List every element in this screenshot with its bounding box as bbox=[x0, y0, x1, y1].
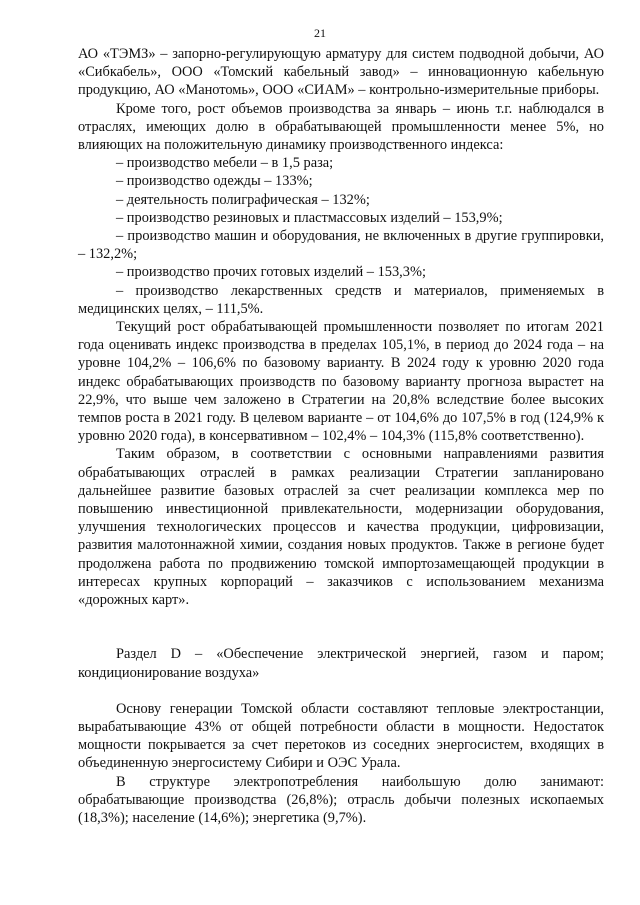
list-item: – производство машин и оборудования, не включенных в другие группировки, – 132,2%; bbox=[78, 228, 604, 263]
section-heading: Раздел D – «Обеспечение электрической энергией, газом и паром; кондиционирование воздуха» bbox=[78, 646, 604, 681]
list-item: – производство резиновых и пластмассовых изделий – 153,9%; bbox=[116, 209, 503, 226]
paragraph-continuation: АО «ТЭМЗ» – запорно-регулирующую арматуру для систем подводной добычи, АО «Сибкабель», ООО «Томский кабельный завод» – инновационную кабельную продукцию, АО «Манотомь», ООО «СИАМ» – контрольно-измерительные приборы. bbox=[78, 46, 604, 99]
spacer bbox=[78, 682, 604, 700]
industry-growth-list bbox=[78, 154, 604, 318]
page-number: 21 bbox=[314, 26, 326, 40]
paragraph-strategy: Таким образом, в соответствии с основными направлениями развития обрабатывающих отраслей в рамках реализации Стратегии запланировано дальнейшее развитие базовых отраслей за счет реализации комплекса мер по повышению инвестиционной привлекательности, модернизации оборудования, улучшения технологических процессов и качества продукции, цифровизации, развития малотоннажной химии, создания новых продуктов. Также в регионе будет продолжена работа по продвижению томской импортозамещающей продукции в интересах крупных корпораций – заказчиков с использованием механизма «дорожных карт». bbox=[78, 446, 604, 609]
paragraph-generation: Основу генерации Томской области составляют тепловые электростанции, вырабатывающие 43% от общей потребности области в мощности. Недостаток мощности покрывается за счет перетоков из соседних энергосистем, входящих в объединенную энергосистему Сибири и ОЭС Урала. bbox=[78, 700, 604, 772]
list-item: – деятельность полиграфическая – 132%; bbox=[116, 191, 370, 208]
paragraph-forecast: Текущий рост обрабатывающей промышленности позволяет по итогам 2021 года оценивать индекс производства в пределах 105,1%, в период до 2024 года – на уровне 104,2% – 106,6% по базовому варианту. В 2024 году к уровню 2020 года индекс обрабатывающих производств по базовому варианту прогноза вырастет на 22,9%, что выше чем заложено в Стратегии на 20,8% вследствие более высоких темпов роста в 2021 году. В целевом варианте – от 104,6% до 107,5% в год (124,9% к уровню 2020 года), в консервативном – 102,4% – 104,3% (115,8% соответственно). bbox=[78, 319, 604, 445]
list-item: – производство мебели – в 1,5 раза; bbox=[116, 155, 334, 172]
list-item: – производство лекарственных средств и материалов, применяемых в медицинских целях, – 111,5%. bbox=[78, 282, 604, 317]
spacer bbox=[78, 609, 604, 645]
list-item: – производство одежды – 133%; bbox=[116, 173, 313, 190]
list-item: – производство прочих готовых изделий – 153,3%; bbox=[116, 264, 426, 281]
paragraph-growth-intro: Кроме того, рост объемов производства за январь – июнь т.г. наблюдался в отраслях, имеющих долю в обрабатывающей промышленности менее 5%, но влияющих на положительную динамику производственного индекса: bbox=[78, 100, 604, 154]
document-body bbox=[78, 45, 604, 827]
paragraph-consumption: В структуре электропотребления наибольшую долю занимают: обрабатывающие производства (26,8%); отрасль добычи полезных ископаемых (18,3%); население (14,6%); энергетика (9,7%). bbox=[78, 773, 604, 826]
